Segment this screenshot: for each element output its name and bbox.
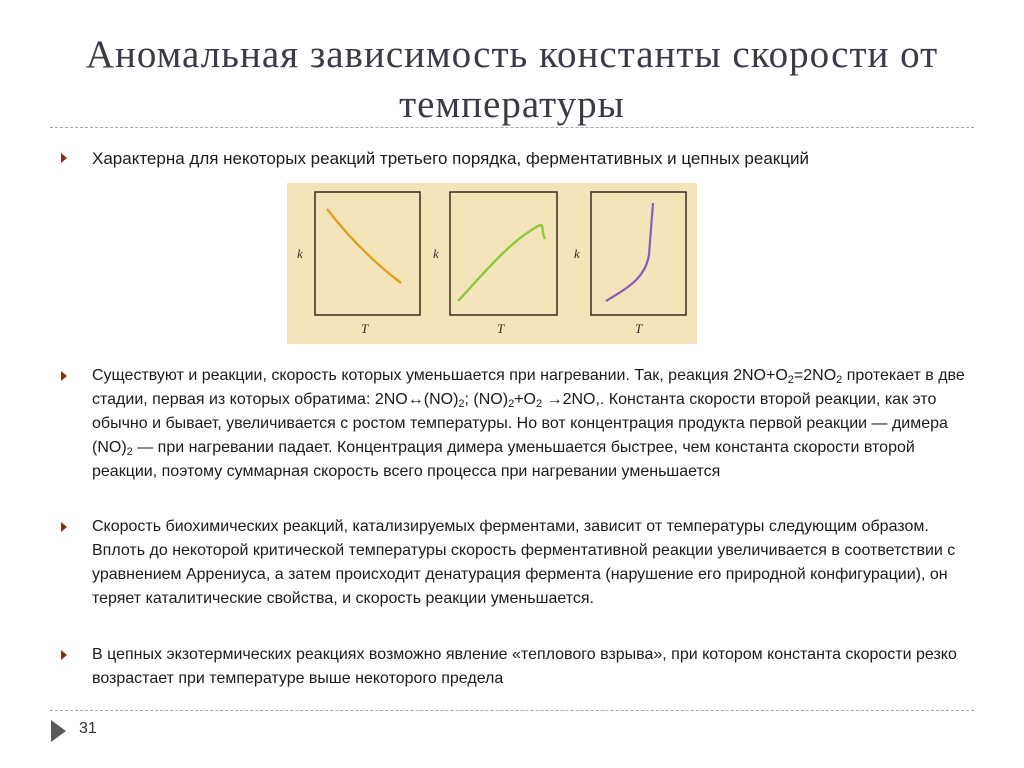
panel-2-ylabel: k bbox=[433, 246, 439, 261]
slide-title: Аномальная зависимость константы скорости от температуры bbox=[85, 33, 939, 126]
panel-1-curve bbox=[327, 209, 401, 283]
bullet-2 bbox=[92, 364, 972, 484]
bullet-3-text: Скорость биохимических реакций, катализируемых ферментами, зависит от температуры следующим образом. Вплоть до некоторой критической температуры скорость ферментативной реакции увеличивается в соответствии с уравнением Аррениуса, а затем происходит денатурация фермента (нарушение его природной конфигурации), он теряет каталитические свойства, и скорость реакции уменьшается. bbox=[92, 518, 956, 607]
bullet-arrow-icon bbox=[61, 522, 67, 532]
bullet-4 bbox=[92, 643, 972, 691]
bullet-3 bbox=[92, 515, 972, 611]
bullet-arrow-icon bbox=[61, 650, 67, 660]
title-divider bbox=[50, 127, 974, 128]
reversible-arrow-icon: ↔ bbox=[407, 391, 424, 408]
right-arrow-icon: → bbox=[546, 391, 563, 408]
panel-1-xlabel: T bbox=[361, 321, 369, 336]
panel-3-frame bbox=[591, 192, 686, 315]
panel-3-ylabel: k bbox=[574, 246, 580, 261]
bullet-arrow-icon bbox=[61, 153, 67, 163]
bullet-2-text: Существуют и реакции, скорость которых уменьшается при нагревании. Так, реакция $2NO+O_2=2NO_2$ протекает в две стадии, первая из которых обратима: $2NO\leftrightarrow(NO)_2$; $(NO)_2+O_2 \to 2NO$,. Константа скорости второй реакции, как это обычно и бывает, увеличивается с ростом температуры. Но вот концентрация продукта первой реакции — димера $(NO)_2$ — при нагревании падает. Концентрация димера уменьшается быстрее, чем константа скорости второй реакции, поэтому суммарная скорость всего процесса при нагревании уменьшается bbox=[92, 367, 965, 480]
panel-3-xlabel: T bbox=[635, 321, 643, 336]
graphs-svg bbox=[287, 183, 697, 344]
page-number: 31 bbox=[79, 720, 97, 737]
footer-divider bbox=[50, 710, 974, 711]
footer-triangle-icon bbox=[51, 720, 66, 742]
bullet-1-text: Характерна для некоторых реакций третьего порядка, ферментативных и цепных реакций bbox=[92, 149, 809, 168]
rate-constant-graphs bbox=[287, 183, 697, 344]
bullet-1 bbox=[92, 146, 972, 171]
panel-2-xlabel: T bbox=[497, 321, 505, 336]
bullet-arrow-icon bbox=[61, 371, 67, 381]
panel-1-ylabel: k bbox=[297, 246, 303, 261]
panel-2-curve bbox=[458, 225, 545, 301]
bullet-4-text: В цепных экзотермических реакциях возможно явление «теплового взрыва», при котором константа скорости резко возрастает при температуре выше некоторого предела bbox=[92, 646, 957, 687]
panel-3-curve bbox=[606, 203, 653, 301]
